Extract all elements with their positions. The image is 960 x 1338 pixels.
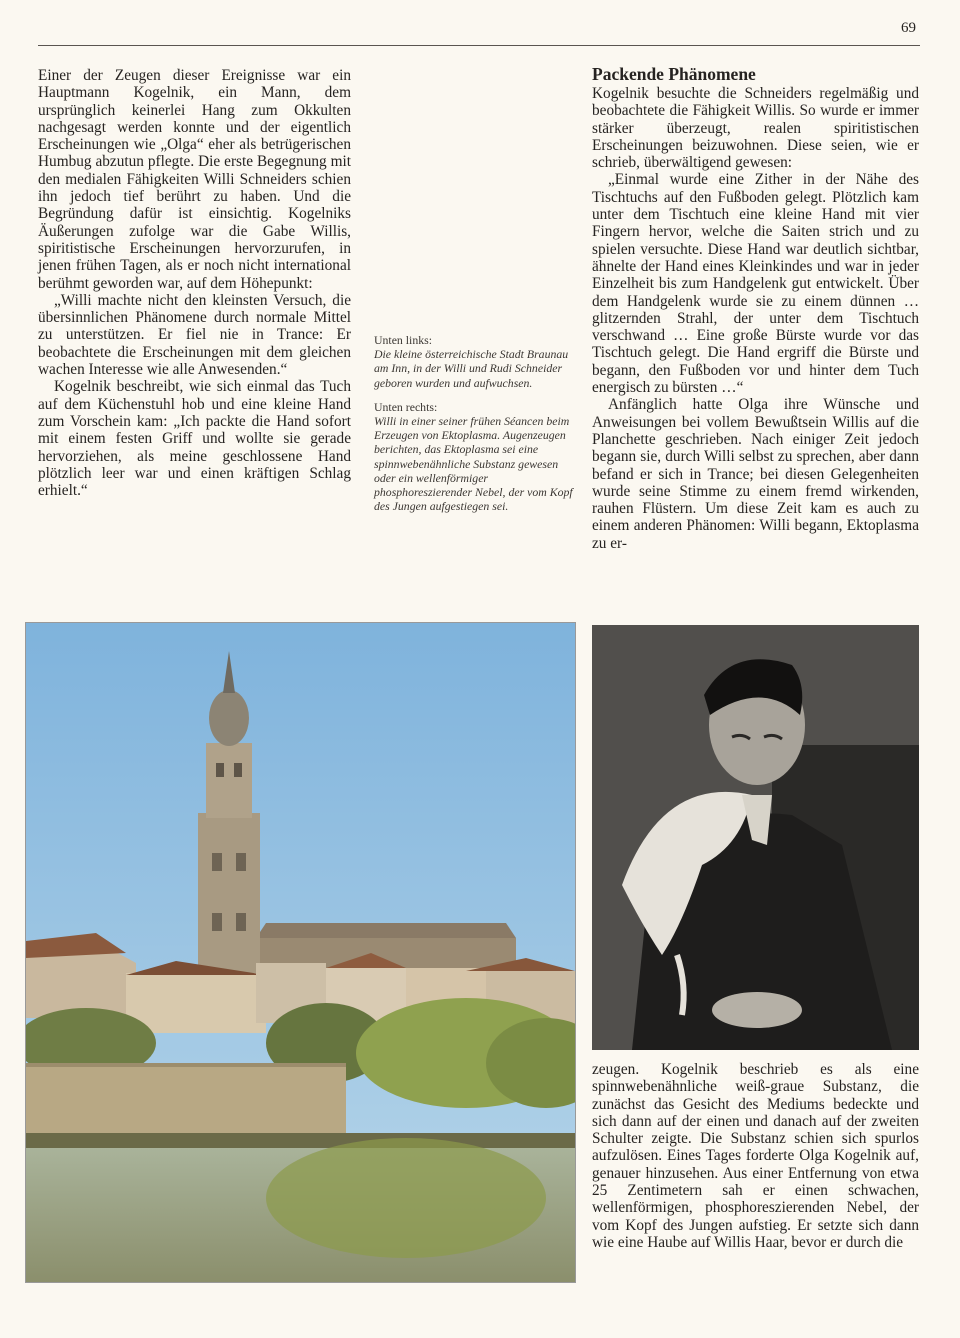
captions — [374, 333, 574, 523]
caption-left-text: Die kleine österreichische Stadt Braunau am Inn, in der Willi und Rudi Schneider geboren wurden und aufwuchsen. — [374, 347, 569, 390]
paragraph: Kogelnik beschreibt, wie sich einmal das Tuch auf dem Küchenstuhl hob und eine kleine Hand zum Vorschein kam: „Ich packte die Hand sofort mit einem festen Griff und wollte sie gerade hervorziehen, als meine geschlossene Hand plötzlich leer war und einen kräftigen Schlag erhielt.“ — [38, 378, 351, 500]
caption-right-text: Willi in einer seiner frühen Séancen beim Erzeugen von Ektoplasma. Augenzeugen berichten, das Ektoplasma sei eine spinnwebenähnliche Substanz gewesen oder ein wellenförmiger phosphoreszierender Nebel, der vom Kopf des Jungen aufgestiegen sei. — [374, 414, 573, 514]
paragraph: Kogelnik besuchte die Schneiders regelmäßig und beobachtete die Fähigkeit Willis. So wurde er immer stärker überzeugt, realen spiritistischen Erscheinungen beizuwohnen. Diese seien, wie er schrieb, überwältigend gewesen: — [592, 85, 919, 172]
willi-seance-photo — [592, 625, 919, 1050]
quote-paragraph: „Einmal wurde eine Zither in der Nähe des Tischtuchs auf den Fußboden gelegt. Plötzlich kam unter dem Tischtuch eine kleine Hand mit vier Fingern hervor, welche die Saiten strich und zu spielen versuchte. Diese Hand war deutlich sichtbar, ähnelte der Hand eines Kleinkindes und war in jeder Einzelheit bis zum Handgelenk gut entwickelt. Über dem Handgelenk wurde sie zu einem dünnen … glitzernden Strahl, der unter dem Tischtuch verschwand … Eine große Bürste wurde vor das Tischtuch gelegt. Die Hand ergriff die Bürste und begann, den Fußboden vor und hinter dem Tuch energisch zu bürsten …“ — [592, 171, 919, 397]
page-number: 69 — [901, 20, 916, 36]
left-text-column — [38, 67, 351, 499]
header-rule — [38, 45, 920, 46]
quote-paragraph: „Willi machte nicht den kleinsten Versuch, die übersinnlichen Phänomene durch normale Mittel zu unterstützen. Er fiel nie in Trance: Er beobachtete die Erscheinungen mit dem gleichen wachen Interesse wie alle Anwesenden.“ — [38, 291, 351, 379]
paragraph: zeugen. Kogelnik beschrieb es als eine spinnwebenähnliche weiß-graue Substanz, die zunächst das Gesicht des Mediums bedeckte und sich dann auf der einen und danach auf der zweiten Schulter zeigte. Die Substanz schien sich spurlos aufzulösen. Eines Tages forderte Olga Kogelnik auf, genauer hinzusehen. Aus einer Entfernung von etwa 25 Zentimetern sah er einen schwachen, wellenförmigen, phosphoreszierenden Nebel, der vom Kopf des Jungen aufstieg. Er setzte sich dann wie eine Haube auf Willis Haar, bevor er durch die — [592, 1061, 919, 1251]
right-text-column — [592, 64, 919, 552]
caption-right-label: Unten rechts: — [374, 399, 438, 414]
paragraph: Einer der Zeugen dieser Ereignisse war ein Hauptmann Kogelnik, ein Mann, dem ursprünglich keinerlei Hang zum Okkulten nachgesagt werden konnte und der eigentlich Erscheinungen wie „Olga“ eher als betrügerischen Humbug abzutun pflegte. Die erste Begegnung mit den medialen Fähigkeiten Willi Schneiders schien ihn jedoch tief berührt zu haben. Und die Begründung dafür ist einsichtig. Kogelniks Äußerungen zufolge war die Gabe Willis, spiritistische Erscheinungen hervorzurufen, in jenen frühen Tagen, als er noch nicht international berühmt geworden war, auf dem Höhepunkt: — [38, 67, 351, 292]
braunau-photo — [25, 622, 576, 1283]
paragraph: Anfänglich hatte Olga ihre Wünsche und Anweisungen bei vollem Bewußtsein Willis auf die Planchette geschrieben. Nach einiger Zeit jedoch begann sie, durch Willi selbst zu sprechen, aber dann befand er sich in Trance; bei diesen Gelegenheiten wurde seine Stimme zu einem fremd wirkenden, rauhen Flüstern. Um diese Zeit kam es auch zu einem anderen Phänomen: Willi begann, Ektoplasma zu er- — [592, 396, 919, 552]
bottom-text-column — [592, 1061, 919, 1251]
section-heading: Packende Phänomene — [592, 64, 756, 84]
caption-left-label: Unten links: — [374, 333, 432, 347]
